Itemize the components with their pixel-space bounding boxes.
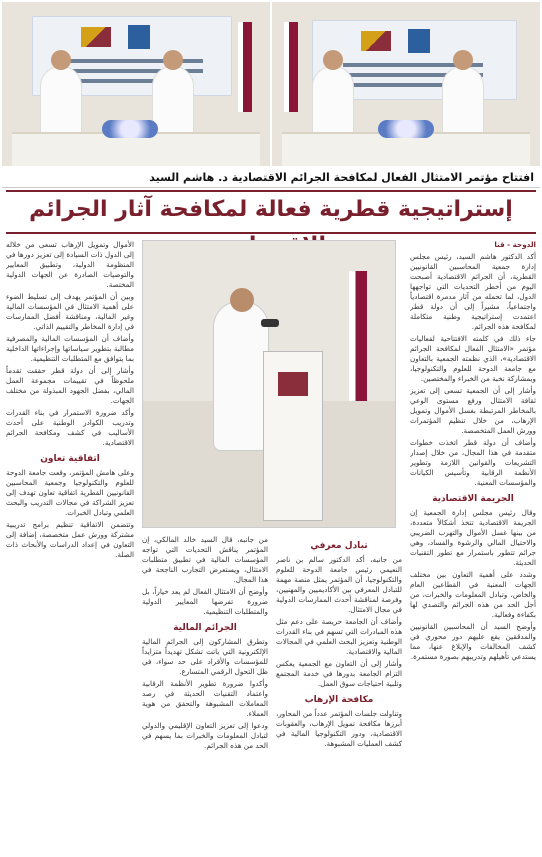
university-logo: [408, 29, 430, 53]
official-person: [152, 66, 194, 136]
speaker-head: [230, 288, 254, 312]
microphone: [261, 319, 279, 327]
paragraph: وأكد ضرورة الاستمرار في بناء القدرات وتدريب الكوادر الوطنية على أحدث الأساليب في كشف ومكافحة الجرائم الاقتصادية.: [6, 408, 134, 447]
paragraph: وأشار إلى أن التعاون مع الجمعية يعكس التزام الجامعة بدورها في خدمة المجتمع وتلبية احتياجات سوق العمل.: [276, 659, 402, 688]
official-head: [323, 50, 343, 70]
paragraph: وأوضح السيد أن المحاسبين القانونيين والمدققين يقع عليهم دور محوري في كشف المخالفات والإبلاغ عنها، مما يستدعي تأهيلهم وتدريبهم بصورة مستمرة.: [410, 622, 536, 661]
paragraph: من جانبه، أكد الدكتور سالم بن ناصر النعيمي رئيس جامعة الدوحة للعلوم والتكنولوجيا، أن المؤتمر يمثل منصة مهمة للتبادل المعرفي بين الأكاديميين والمهنيين، وفرصة لمناقشة أحدث الممارسات الدولية في مجال الامتثال.: [276, 555, 402, 614]
official-person: [40, 66, 82, 136]
paragraph: ودعوا إلى تعزيز التعاون الإقليمي والدولي لتبادل المعلومات والخبرات بما يسهم في الحد من هذه الجرائم.: [142, 721, 268, 750]
paragraph: وأضاف أن المؤسسات المالية والمصرفية مطالبة بتطوير سياساتها وإجراءاتها الداخلية بما يتوافق مع المتطلبات التنظيمية.: [6, 334, 134, 363]
qatar-flag: [284, 22, 298, 112]
official-head: [51, 50, 71, 70]
photo-caption: افتتاح مؤتمر الامتثال الفعال لمكافحة الجرائم الاقتصادية د. هاشم السيد: [149, 171, 534, 184]
paragraph: وتتضمن الاتفاقية تنظيم برامج تدريبية مشتركة وورش عمل متخصصة، إضافة إلى التعاون في إعداد الدراسات والأبحاث ذات الصلة.: [6, 520, 134, 559]
paragraph: الأموال وتمويل الإرهاب تسعى من خلاله إلى الدول ذات السيادة إلى تعزيز دورها في المنظومة الدولية، وتطبيق المعايير والتوصيات الصادرة عن الجهات الدولية المختصة.: [6, 240, 134, 289]
paragraph: من جانبه، قال السيد خالد المالكي، إن المؤتمر يناقش التحديات التي تواجه المؤسسات المالية في تطبيق متطلبات الامتثال، ويستعرض التجارب الناجحة في هذا المجال.: [142, 535, 268, 584]
paragraph: وأضاف أن دولة قطر اتخذت خطوات متقدمة في هذا المجال، من خلال إصدار التشريعات والقوانين اللازمة وتطوير الأنظمة الرقابية وتأسيس الكيانات والمؤسسات المعنية.: [410, 438, 536, 487]
official-head: [163, 50, 183, 70]
article-column-1: [410, 240, 536, 852]
paragraph: وأكدوا ضرورة تطوير الأنظمة الرقابية واعتماد التقنيات الحديثة في رصد المعاملات المشبوهة والتحقق من هوية العملاء.: [142, 679, 268, 718]
photo-speaker: [142, 240, 396, 528]
subheading: تبادل معرفي: [310, 541, 368, 551]
flower-arrangement: [378, 120, 434, 138]
headline-bottom-rule: [6, 232, 536, 234]
paragraph: وشدد على أهمية التعاون بين مختلف الجهات المعنية في القطاعين العام والخاص، وتبادل المعلومات والخبرات، من أجل الحد من هذه الجرائم والتصدي لها بكفاءة وفعالية.: [410, 570, 536, 619]
paragraph: وتطرق المشاركون إلى الجرائم المالية الإلكترونية التي باتت تشكل تهديداً متزايداً للمؤسسات والأفراد على حد سواء، في ظل التحول الرقمي المتسارع.: [142, 637, 268, 676]
photo-signing-right: [272, 2, 540, 166]
subheading: الجريمة الاقتصادية: [432, 494, 514, 504]
podium-logo: [278, 372, 308, 396]
paragraph: وتناولت جلسات المؤتمر عدداً من المحاور، أبرزها مكافحة تمويل الإرهاب، والعقوبات الاقتصادية، ودور التكنولوجيا المالية في كشف العمليات المشبوهة.: [276, 709, 402, 748]
association-logo: [81, 27, 111, 47]
photo-strip: [0, 0, 542, 168]
page-headline: إستراتيجية قطرية فعالة لمكافحة آثار الجرائم: [29, 197, 513, 222]
subheading: اتفاقية تعاون: [40, 454, 100, 464]
official-head: [453, 50, 473, 70]
association-logo: [361, 31, 391, 51]
article-column-4: [6, 240, 134, 852]
dateline: الدوحة - قنا: [494, 240, 536, 249]
article-column-2: [276, 535, 402, 852]
paragraph: أكد الدكتور هاشم السيد، رئيس مجلس إدارة جمعية المحاسبين القانونيين القطرية، أن الجرائم الاقتصادية أصبحت اليوم من أخطر التحديات التي تواجهها الدول، لما تحمله من آثار مدمرة اقتصادياً واجتماعياً، مشيراً إلى أن دولة قطر اعتمدت إستراتيجية وطنية متكاملة لمكافحة هذه الجرائم.: [410, 252, 536, 331]
paragraph: وأشار إلى أن دولة قطر حققت تقدماً ملحوظاً في تقييمات مجموعة العمل المالي، بفضل الجهود المبذولة من مختلف الجهات.: [6, 366, 134, 405]
paragraph: وبين أن المؤتمر يهدف إلى تسليط الضوء على أهمية الامتثال في المؤسسات المالية وغير المالية، ومناقشة أفضل الممارسات في إدارة المخاطر والتقييم الذاتي.: [6, 292, 134, 331]
caption-bar: [2, 170, 540, 188]
university-logo: [128, 25, 150, 49]
paragraph: وأشار إلى أن الجمعية تسعى إلى تعزيز ثقافة الامتثال ورفع مستوى الوعي بالمخاطر المرتبطة بغسل الأموال وتمويل الإرهاب، من خلال تنظيم المؤتمرات وورش العمل المتخصصة.: [410, 386, 536, 435]
paragraph: وعلى هامش المؤتمر، وقعت جامعة الدوحة للعلوم والتكنولوجيا وجمعية المحاسبين القانونيين القطرية اتفاقية تعاون تهدف إلى تعزيز الشراكة في مجالات التدريب والبحث العلمي وتبادل الخبرات.: [6, 468, 134, 517]
article-column-3: [142, 535, 268, 852]
subheading: مكافحة الإرهاب: [304, 695, 374, 705]
qatar-flag: [238, 22, 252, 112]
paragraph: وقال رئيس مجلس إدارة الجمعية إن الجريمة الاقتصادية تتخذ أشكالاً متعددة، من بينها غسل الأموال والتهرب الضريبي والاحتيال المالي والرشوة والفساد، وهي جرائم تتطور باستمرار مع تطور التقنيات الحديثة.: [410, 508, 536, 567]
paragraph: وأضاف أن الجامعة حريصة على دعم مثل هذه المبادرات التي تسهم في بناء القدرات الوطنية وتعزيز البحث العلمي في المجالات المالية والاقتصادية.: [276, 617, 402, 656]
official-person: [442, 66, 484, 136]
photo-signing-left: [2, 2, 270, 166]
podium: [263, 351, 323, 521]
paragraph: وأوضح أن الامتثال الفعال لم يعد خياراً، بل ضرورة تفرضها المعايير الدولية والمتطلبات التنظيمية.: [142, 587, 268, 616]
subheading: الجرائم المالية: [173, 623, 237, 633]
paragraph: جاء ذلك في كلمته الافتتاحية لفعاليات مؤتمر «الامتثال الفعال لمكافحة الجرائم الاقتصادية»، الذي نظمته الجمعية بالتعاون مع جامعة الدوحة للعلوم والتكنولوجيا، وبمشاركة نخبة من الخبراء والمختصين.: [410, 334, 536, 383]
qatar-flag: [349, 271, 367, 401]
official-person: [312, 66, 354, 136]
flower-arrangement: [102, 120, 158, 138]
